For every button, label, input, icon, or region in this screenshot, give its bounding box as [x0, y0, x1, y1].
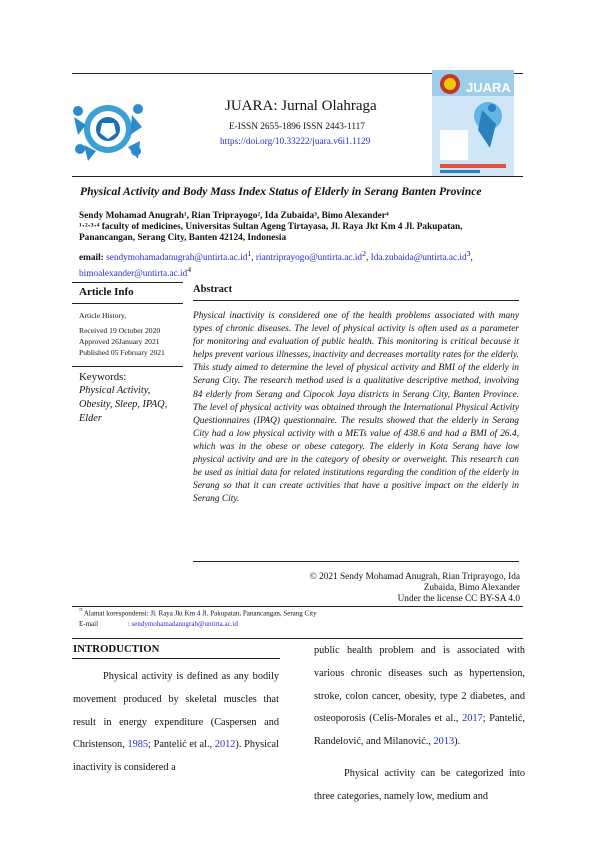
- intro-right-column: [314, 640, 525, 809]
- email-sup-1: 1: [247, 249, 252, 258]
- citation-link-2017[interactable]: 2017: [462, 713, 483, 725]
- keywords-label: Keywords:: [79, 371, 127, 383]
- citation-link-1985[interactable]: 1985: [127, 739, 149, 751]
- intro-paragraph-1-cont: [314, 640, 525, 754]
- article-history-label: Article History,: [79, 311, 127, 320]
- journal-title: JUARA: Jurnal Olahraga: [225, 98, 377, 114]
- footnote-address: [79, 608, 317, 617]
- footnote-address-text: Alamat korespondensi: Jl. Raya Jkt Km 4 Jl. Pakupatan, Panancangan, Serang City: [83, 609, 317, 618]
- email-sup-2: 2: [362, 249, 366, 258]
- footnote-email-link[interactable]: sendymohamadanugrah@untirta.ac.id: [131, 620, 238, 628]
- keywords-list: Physical Activity, Obesity, Sleep, IPAQ, Elder: [79, 385, 168, 424]
- approved-date: Approved 26January 2021: [79, 337, 160, 346]
- copyright-notice: [290, 572, 520, 605]
- email-link-4[interactable]: bimoalexander@untirta.ac.id: [79, 269, 188, 280]
- intro-left-column: [73, 666, 279, 780]
- email-link-1[interactable]: sendymohamadanugrah@untirta.ac.id: [106, 253, 248, 264]
- article-info-heading: Article Info: [79, 286, 134, 298]
- email-label: email:: [79, 253, 107, 264]
- journal-issn: E-ISSN 2655-1896 ISSN 2443-1117: [229, 122, 365, 132]
- intro-p1-text-b: ; Pantelić et al.,: [148, 739, 215, 751]
- keywords-rule: [72, 366, 183, 367]
- intro-paragraph-2: Physical activity can be categorized into three categories, namely low, medium and: [314, 767, 525, 802]
- journal-cover-image: [432, 70, 514, 177]
- copyright-line: © 2021 Sendy Mohamad Anugrah, Rian Triprayogo, Ida Zubaida, Bimo Alexander: [309, 572, 520, 593]
- email-link-2[interactable]: riantriprayogo@untirta.ac.id: [255, 253, 363, 264]
- email-sup-4: 4: [187, 265, 192, 275]
- published-date: Published 05 February 2021: [79, 348, 165, 357]
- affiliation: [79, 222, 519, 244]
- intro-p1-cont-text-b: ; Pantelić, Randelović, and Milanović.,: [314, 713, 525, 748]
- info-top-rule: [72, 282, 183, 283]
- received-date: Received 19 October 2020: [79, 326, 161, 335]
- intro-top-rule: [72, 638, 523, 639]
- intro-heading-rule: [72, 658, 280, 659]
- abstract-heading-rule: [193, 300, 519, 301]
- email-link-3[interactable]: Ida.zubaida@untirta.ac.id: [370, 253, 467, 264]
- affiliation-line-1: ¹·²·³·⁴ faculty of medicines, Universitas Sultan Ageng Tirtayasa, Jl. Raya Jkt Km 4 Jl. Pakupatan,: [79, 222, 463, 232]
- info-heading-rule: [72, 303, 183, 304]
- author-emails: email: $sendymohamadanugrah@untirta.ac.id^1$, $riantriprayogo@untirta.ac.id^2$, $Ida.zubaida@untirta.ac.id^3$, $bimoalexander@untirta.ac.id^4$: [79, 249, 473, 280]
- citation-link-2012[interactable]: 2012: [214, 739, 236, 751]
- intro-p1-text-a: Physical activity is defined as any bodily movement produced by skeletal muscles that result in energy expenditure (Caspersen and Christenson,: [73, 671, 279, 751]
- citation-link-2013[interactable]: 2013: [433, 736, 455, 748]
- affiliation-line-2: Panancangan, Serang City, Banten 42124, Indonesia: [79, 233, 287, 243]
- license-line: Under the license CC BY-SA 4.0: [397, 594, 520, 604]
- author-list: Sendy Mohamad Anugrah¹, Rian Triprayogo², Ida Zubaida³, Bimo Alexander⁴: [79, 211, 389, 221]
- abstract-text: Physical inactivity is considered one of the health problems associated with many types of chronic diseases. The level of physical activity is often used as a parameter for monitoring and evaluation of public health. This monitoring is critical because it helps prevent various illnesses, inactivity and decreases mortality rates for the elderly. This study aimed to determine the level of physical activity and BMI of the elderly in Serang City. The research method used is a qualitative descriptive method, involving 84 elderly from Serang and Cipocok Jaya districts in Serang City, Banten Province. The level of physical activity was obtained through the International Physical Activity Questionnaires (IPAQ) questionnaire. The results showed that the elderly in Serang City had a low physical activity with a METs value of 438.6 and had a BMI of 26.4, which was in the obese or obese category. The elderly in Kota Serang have low physical activity and are in the category of obesity or overweight. This research can be used as initial data for related institutions regarding the condition of the elderly in Serang so that it can create activities that have a positive impact on the elderly in Serang City.: [193, 311, 519, 505]
- intro-p1-cont-text-a: public health problem and is associated with various chronic diseases such as hypertension, stroke, colon cancer, obesity, type 2 diabetes, and osteoporosis (Celis-Morales et al.,: [314, 645, 525, 725]
- paper-title: Physical Activity and Body Mass Index Status of Elderly in Serang Banten Province: [80, 185, 482, 198]
- intro-p1-text-c: ). Physical inactivity is considered a: [73, 739, 279, 774]
- footnote-email-label: E-mail: [79, 620, 99, 628]
- doi-link[interactable]: https://doi.org/10.33222/juara.v6i1.1129: [220, 137, 371, 147]
- cover-title: JUARA: [466, 80, 511, 95]
- journal-logo: [68, 95, 145, 163]
- email-sup-3: 3: [466, 249, 471, 258]
- footnote-rule: [72, 606, 523, 607]
- footnote-email: [79, 620, 238, 628]
- abstract-bottom-rule: [193, 561, 519, 562]
- abstract-heading: Abstract: [193, 284, 233, 295]
- header-bottom-rule: [72, 176, 523, 177]
- intro-paragraph-1: [73, 666, 279, 780]
- intro-p1-cont-text-c: ).: [454, 736, 461, 748]
- introduction-heading: INTRODUCTION: [73, 643, 160, 655]
- footnote-marker: ²²: [79, 608, 83, 614]
- footnote-email-separator: :: [127, 620, 132, 628]
